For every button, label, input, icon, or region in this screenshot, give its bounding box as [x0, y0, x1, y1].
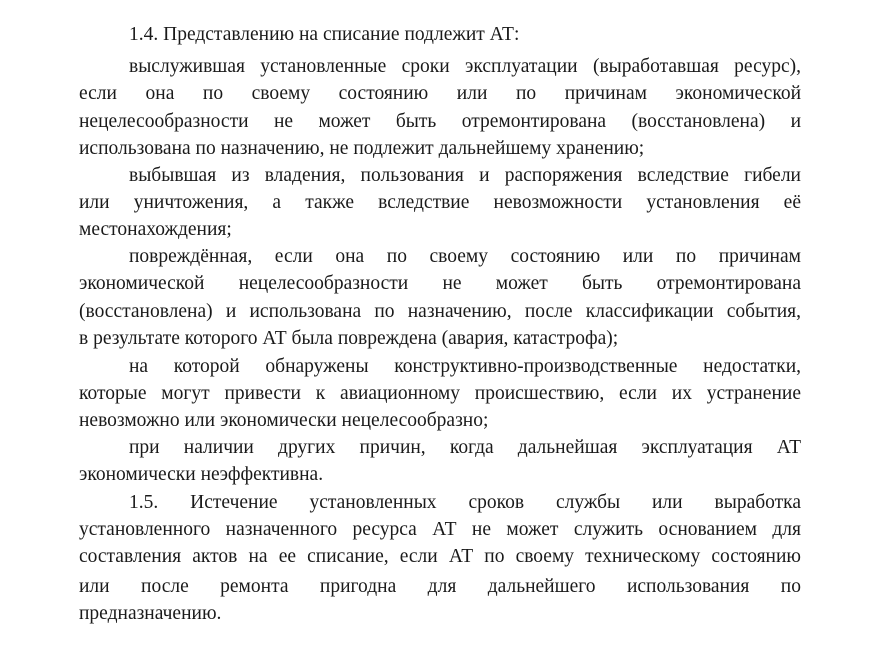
text-line-11: (восстановлена) и использована по назначению, после классификации события, [79, 301, 801, 322]
text-line-17: экономически неэффективна. [79, 464, 324, 485]
text-line-8: местонахождения; [79, 219, 232, 240]
text-line-18: 1.5. Истечение установленных сроков службы или выработка [129, 492, 801, 513]
text-line-5: использована по назначению, не подлежит дальнейшему хранению; [79, 138, 645, 159]
text-line-13: на которой обнаружены конструктивно-производственные недостатки, [129, 356, 801, 377]
text-line-6: выбывшая из владения, пользования и распоряжения вследствие гибели [129, 165, 801, 186]
text-line-10: экономической нецелесообразности не может быть отремонтирована [79, 273, 801, 294]
text-line-2: выслужившая установленные сроки эксплуатации (выработавшая ресурс), [129, 56, 801, 77]
text-line-7: или уничтожения, а также вследствие невозможности установления её [79, 192, 801, 213]
text-line-16: при наличии других причин, когда дальнейшая эксплуатация АТ [129, 437, 801, 458]
text-line-4: нецелесообразности не может быть отремонтирована (восстановлена) и [79, 111, 801, 132]
text-line-14: которые могут привести к авиационному происшествию, если их устранение [79, 383, 801, 404]
text-line-19: установленного назначенного ресурса АТ не может служить основанием для [79, 519, 801, 540]
text-line-20: составления актов на ее списание, если АТ по своему техническому состоянию [79, 546, 801, 567]
text-line-1: 1.4. Представлению на списание подлежит АТ: [129, 24, 520, 45]
text-line-9: повреждённая, если она по своему состоянию или по причинам [129, 246, 801, 267]
text-line-3: если она по своему состоянию или по причинам экономической [79, 83, 801, 104]
text-line-21: или после ремонта пригодна для дальнейшего использования по [79, 576, 801, 597]
text-line-12: в результате которого АТ была повреждена (авария, катастрофа); [79, 328, 619, 349]
text-line-22: предназначению. [79, 603, 222, 624]
text-line-15: невозможно или экономически нецелесообразно; [79, 410, 489, 431]
